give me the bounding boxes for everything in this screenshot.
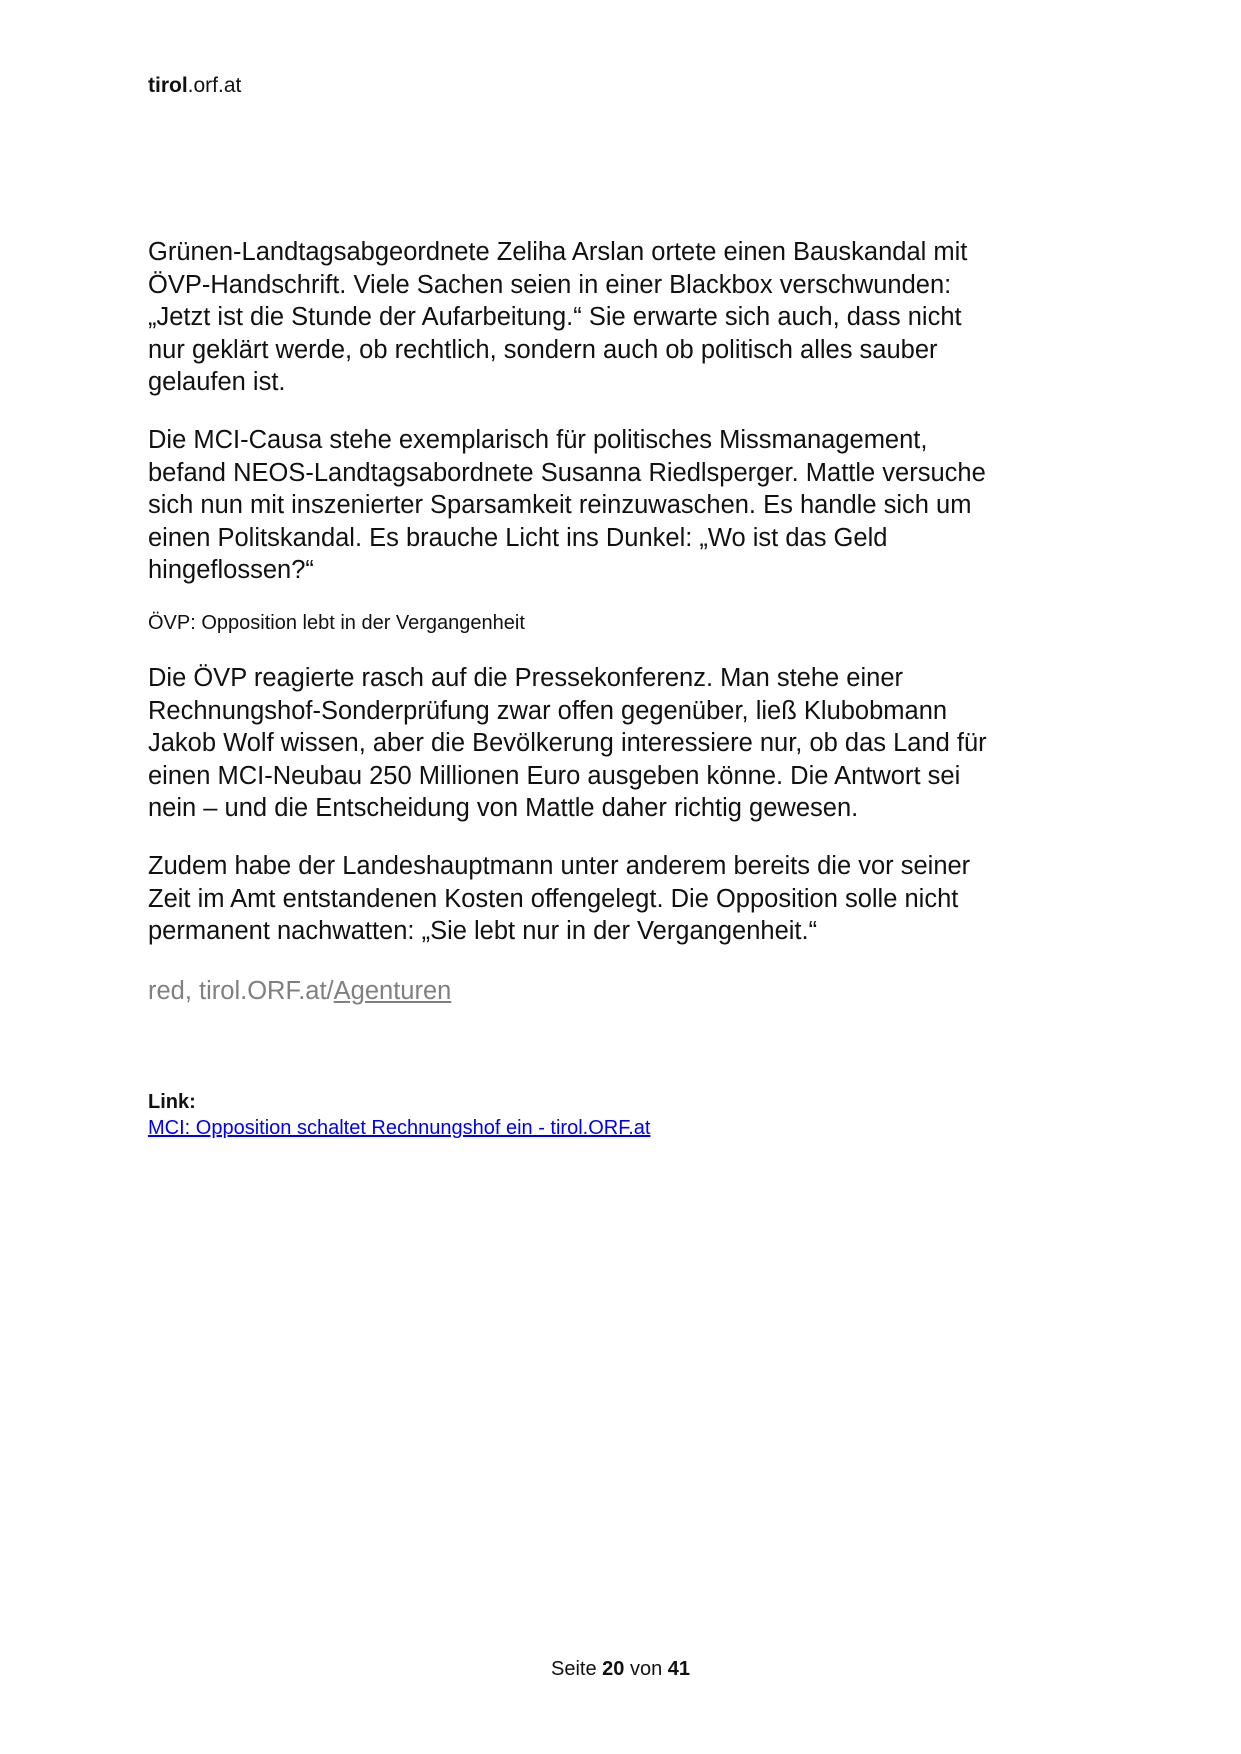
text-line: Jakob Wolf wissen, aber die Bevölkerung interessiere nur, ob das Land für (148, 729, 987, 757)
text-line: nur geklärt werde, ob rechtlich, sondern auch ob politisch alles sauber (148, 335, 938, 364)
text-line: befand NEOS-Landtagsabordnete Susanna Riedlsperger. Mattle versuche (148, 458, 986, 487)
text-line: Die ÖVP reagierte rasch auf die Pressekonferenz. Man stehe einer (148, 664, 904, 692)
paragraph-oevp (148, 662, 1148, 825)
current-page: 20 (602, 1658, 625, 1680)
paragraph-arslan (148, 236, 1148, 399)
footer-prefix: Seite (550, 1658, 597, 1680)
site-header (148, 74, 241, 98)
paragraph-riedlsperger (148, 424, 1148, 587)
text-line: hingeflossen?“ (148, 556, 314, 584)
text-line: Zeit im Amt entstandenen Kosten offengelegt. Die Opposition solle nicht (148, 884, 959, 913)
text-line: ÖVP-Handschrift. Viele Sachen seien in einer Blackbox verschwunden: (148, 270, 952, 299)
article-link[interactable]: MCI: Opposition schaltet Rechnungshof ein - tirol.ORF.at (148, 1117, 651, 1139)
text-line: Die MCI-Causa stehe exemplarisch für politisches Missmanagement, (148, 426, 928, 454)
text-line: nein – und die Entscheidung von Mattle daher richtig gewesen. (148, 794, 859, 822)
text-line: gelaufen ist. (148, 368, 286, 396)
text-line: Rechnungshof-Sonderprüfung zwar offen gegenüber, ließ Klubobmann (148, 696, 948, 725)
text-line: einen Politskandal. Es brauche Licht ins Dunkel: „Wo ist das Geld (148, 523, 888, 552)
subheading: ÖVP: Opposition lebt in der Vergangenheit (148, 612, 525, 634)
text-line: sich nun mit inszenierter Sparsamkeit reinzuwaschen. Es handle sich um (148, 491, 972, 519)
footer-middle: von (629, 1658, 663, 1680)
site-name-bold: tirol (148, 74, 188, 97)
text-line: einen MCI-Neubau 250 Millionen Euro ausgeben könne. Die Antwort sei (148, 761, 961, 790)
agenturen-link[interactable]: Agenturen (333, 977, 452, 1005)
text-line: Zudem habe der Landeshauptmann unter anderem bereits die vor seiner (148, 852, 971, 880)
total-pages: 41 (667, 1658, 691, 1680)
paragraph-landeshauptmann (148, 850, 1148, 948)
text-line: permanent nachwatten: „Sie lebt nur in der Vergangenheit.“ (148, 917, 818, 945)
link-label: Link: (148, 1091, 196, 1113)
page-footer (0, 1658, 1241, 1681)
source-prefix: red, tirol.ORF.at/ (148, 977, 334, 1005)
text-line: „Jetzt ist die Stunde der Aufarbeitung.“ Sie erwarte sich auch, dass nicht (148, 303, 962, 331)
site-name-rest: .orf.at (187, 74, 242, 97)
text-line: Grünen-Landtagsabgeordnete Zeliha Arslan ortete einen Bauskandal mit (148, 238, 968, 266)
source-credit (148, 977, 451, 1006)
